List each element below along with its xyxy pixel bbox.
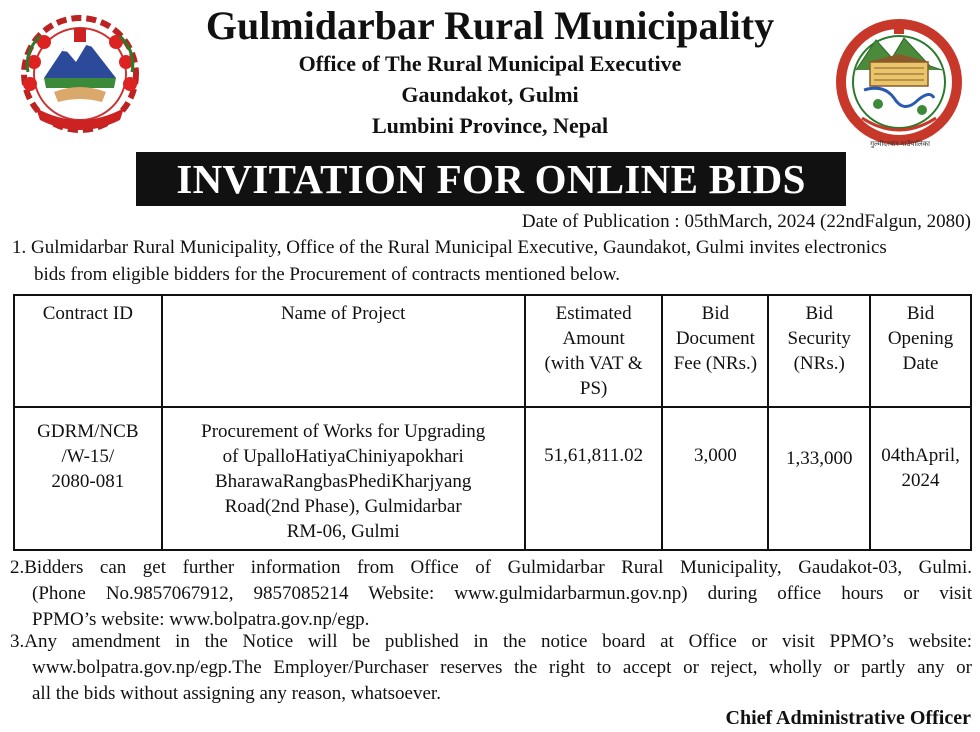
note2-line-2: (Phone No.9857067912, 9857085214 Website: www.gulmidarbarmun.gov.np) during office hours or visit: [32, 583, 972, 604]
table-row: [14, 407, 971, 550]
province-line: Lumbini Province, Nepal: [371, 113, 609, 138]
note3-line-3: all the bids without assigning any reason, whatsoever.: [32, 683, 441, 704]
cell-opening-date: 04thApril, 2024: [870, 407, 971, 550]
cell-doc-fee: 3,000: [662, 407, 768, 550]
invitation-paragraph: [12, 234, 974, 288]
header-project-name: Name of Project: [162, 295, 525, 407]
note-further-information: [10, 555, 972, 633]
municipality-title: Gulmidarbar Rural Municipality: [205, 3, 775, 48]
header-contract-id: Contract ID: [14, 295, 162, 407]
gulmidarbar-municipality-logo: [834, 18, 964, 146]
cell-security: 1,33,000: [768, 407, 870, 550]
signatory-title: Chief Administrative Officer: [725, 707, 971, 729]
cell-estimated-amount: 51,61,811.02: [525, 407, 663, 550]
header-security: Bid Security (NRs.): [768, 295, 870, 407]
invitation-line-2: bids from eligible bidders for the Procurement of contracts mentioned below.: [34, 264, 621, 285]
header-opening-date: Bid Opening Date: [870, 295, 971, 407]
header-doc-fee: Bid Document Fee (NRs.): [662, 295, 768, 407]
office-name: Office of The Rural Municipal Executive: [298, 51, 682, 76]
note3-line-1: 3.Any amendment in the Notice will be published in the notice board at Office or visit PPMO’s website:: [10, 631, 972, 652]
note2-line-3: PPMO’s website: www.bolpatra.gov.np/egp.: [32, 609, 370, 630]
header-estimated-amount: Estimated Amount (with VAT & PS): [525, 295, 663, 407]
invitation-line-1: 1. Gulmidarbar Rural Municipality, Office of the Rural Municipal Executive, Gaundakot, Gulmi invites electronics: [12, 237, 887, 258]
table-header-row: [14, 295, 971, 407]
note-amendment: [10, 629, 972, 707]
office-location: Gaundakot, Gulmi: [401, 82, 579, 107]
note2-line-1: 2.Bidders can get further information from Office of Gulmidarbar Rural Municipality, Gaudakot-03, Gulmi.: [10, 557, 972, 578]
note3-line-2: www.bolpatra.gov.np/egp.The Employer/Purchaser reserves the right to accept or reject, wholly or partly any or: [32, 657, 972, 678]
nepal-coat-of-arms-emblem: [14, 12, 146, 140]
notice-banner: INVITATION FOR ONLINE BIDS: [136, 152, 846, 206]
cell-contract-id: GDRM/NCB /W-15/ 2080-081: [14, 407, 162, 550]
publication-date: Date of Publication : 05thMarch, 2024 (22ndFalgun, 2080): [521, 211, 971, 232]
bids-table: [13, 294, 972, 551]
cell-project-name: Procurement of Works for Upgrading of UpalloHatiyaChiniyapokhari BharawaRangbasPhediKharjyang Road(2nd Phase), Gulmidarbar RM-06, Gulmi: [162, 407, 525, 550]
emblem-caption: गुल्मीदरबार गाउँपालिका: [870, 140, 930, 148]
